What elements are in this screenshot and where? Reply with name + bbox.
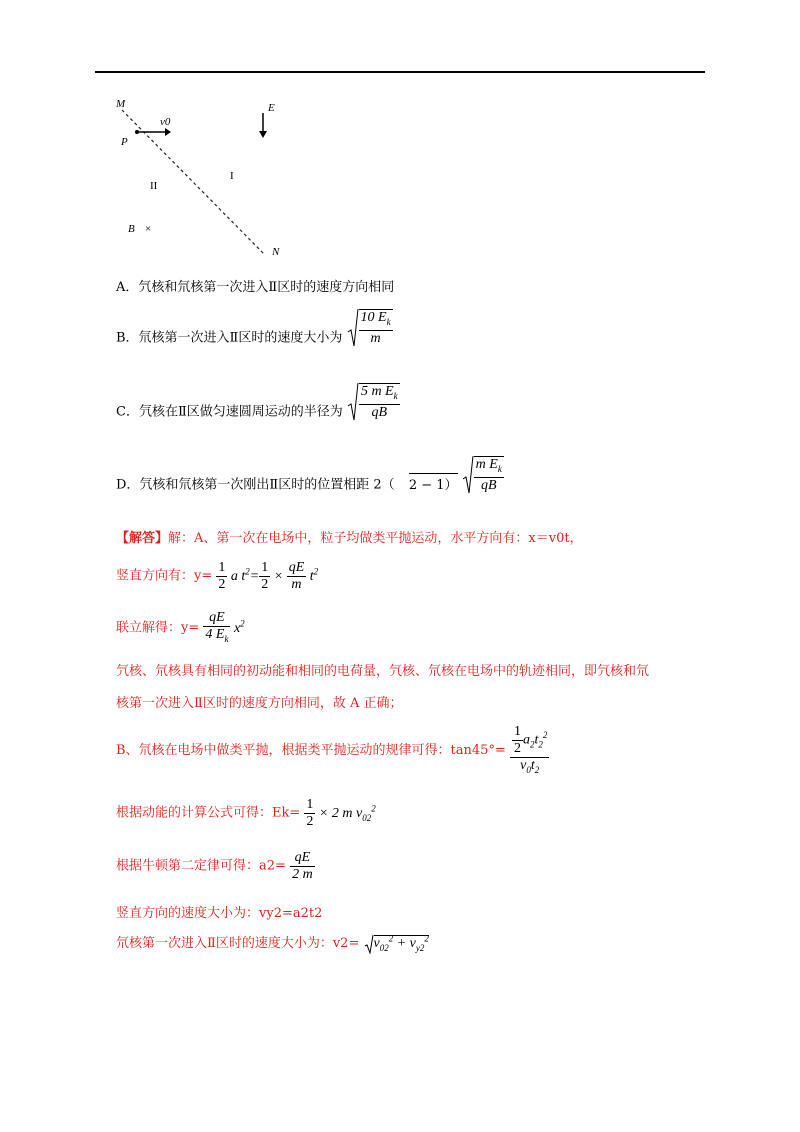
point-p — [135, 130, 139, 134]
solution-text-10: 氘核第一次进入Ⅱ区时的速度大小为：v2= — [116, 936, 360, 951]
solution-text-6: B、氘核在电场中做类平抛，根据类平抛运动的规律可得：tan45°= — [116, 743, 506, 759]
option-d-den: qB — [480, 477, 497, 493]
solution-line-7 — [116, 797, 376, 830]
option-b-sub: k — [386, 316, 391, 327]
option-d-text: D．氕核和氘核第一次刚出Ⅱ区时的位置相距 2（ — [116, 477, 395, 493]
option-b-formula — [347, 308, 393, 348]
solution-line-3 — [116, 610, 245, 647]
eq-ek: $\frac{1}{2}$ × 2 m $v_{02}^2$ — [306, 797, 376, 829]
label-v0: v0 — [160, 116, 171, 128]
eq-a2: $\frac{qE}{2 m}$ — [292, 850, 313, 882]
option-d-sqrt2: 2 − 1） — [409, 473, 458, 493]
option-c — [116, 384, 400, 432]
option-b-text: B．氘核第一次进入Ⅱ区时的速度大小为 — [116, 330, 343, 346]
option-b-den: m — [370, 330, 381, 346]
sqrt-sign — [462, 455, 474, 495]
solution-line-6 — [116, 724, 549, 778]
label-m: M — [116, 98, 126, 110]
label-e: E — [268, 102, 275, 114]
eq-v2: $v_{02}^2 + v_{y2}^2$ — [364, 936, 429, 951]
solution-line-8 — [116, 850, 315, 883]
sqrt-sign — [347, 308, 359, 348]
option-d-formula — [462, 455, 504, 495]
label-p: P — [121, 136, 128, 148]
solution-line-1 — [116, 527, 583, 546]
e-arrowhead — [259, 131, 267, 138]
label-region-ii: II — [150, 180, 158, 192]
field-diagram — [110, 95, 310, 265]
option-b-num: 10 E — [360, 310, 387, 326]
option-a: A．氕核和氘核第一次进入Ⅱ区时的速度方向相同 — [116, 280, 395, 295]
eq-y-vertical: $\frac{1}{2}$ a $t^2=$ $\frac{1}{2}$ × $\frac{qE}{m}$ $t^2$ — [218, 560, 319, 592]
sqrt-sign — [347, 382, 359, 422]
v0-arrowhead — [165, 128, 171, 136]
eq-y-combined: $\frac{qE}{4 E_k}$ $x^2$ — [205, 610, 245, 644]
option-c-sub: k — [393, 390, 398, 401]
solution-line-5: 核第一次进入Ⅱ区时的速度方向相同，故 A 正确； — [116, 696, 403, 711]
eq-tan45: $\frac{1}{2}$ $a_2t_2^2$ $v_0t_2$ — [510, 743, 549, 758]
sqrt-sign — [364, 934, 374, 954]
solution-label: 【解答】 — [116, 531, 169, 546]
option-c-formula — [347, 382, 400, 422]
option-c-num: 5 m E — [360, 384, 394, 400]
solution-text-1: 解：A、第一次在电场中，粒子均做类平抛运动，水平方向有：x＝v0t， — [168, 531, 583, 546]
option-c-text: C．氕核在Ⅱ区做匀速圆周运动的半径为 — [116, 404, 343, 420]
label-region-i: I — [230, 170, 234, 182]
option-d-num: m E — [475, 457, 498, 473]
label-b: B — [128, 223, 135, 235]
solution-text-2: 竖直方向有：y= — [116, 568, 213, 584]
label-into-page: × — [145, 223, 152, 235]
solution-line-4: 氕核、氘核具有相同的初动能和相同的电荷量，氕核、氘核在电场中的轨迹相同，即氕核和氘 — [116, 664, 650, 679]
option-c-den: qB — [371, 404, 388, 420]
option-d-sub: k — [497, 463, 502, 474]
solution-line-10 — [116, 932, 429, 954]
solution-text-3: 联立解得：y= — [116, 620, 200, 636]
option-b — [116, 310, 393, 358]
solution-text-7: 根据动能的计算公式可得：Ek= — [116, 805, 301, 821]
solution-line-2 — [116, 560, 318, 593]
top-rule — [95, 71, 705, 73]
solution-line-9: 竖直方向的速度大小为：vy2=a2t2 — [116, 906, 323, 921]
option-d — [116, 457, 504, 505]
solution-text-8: 根据牛顿第二定律可得：a2= — [116, 858, 286, 874]
label-n: N — [272, 246, 280, 258]
